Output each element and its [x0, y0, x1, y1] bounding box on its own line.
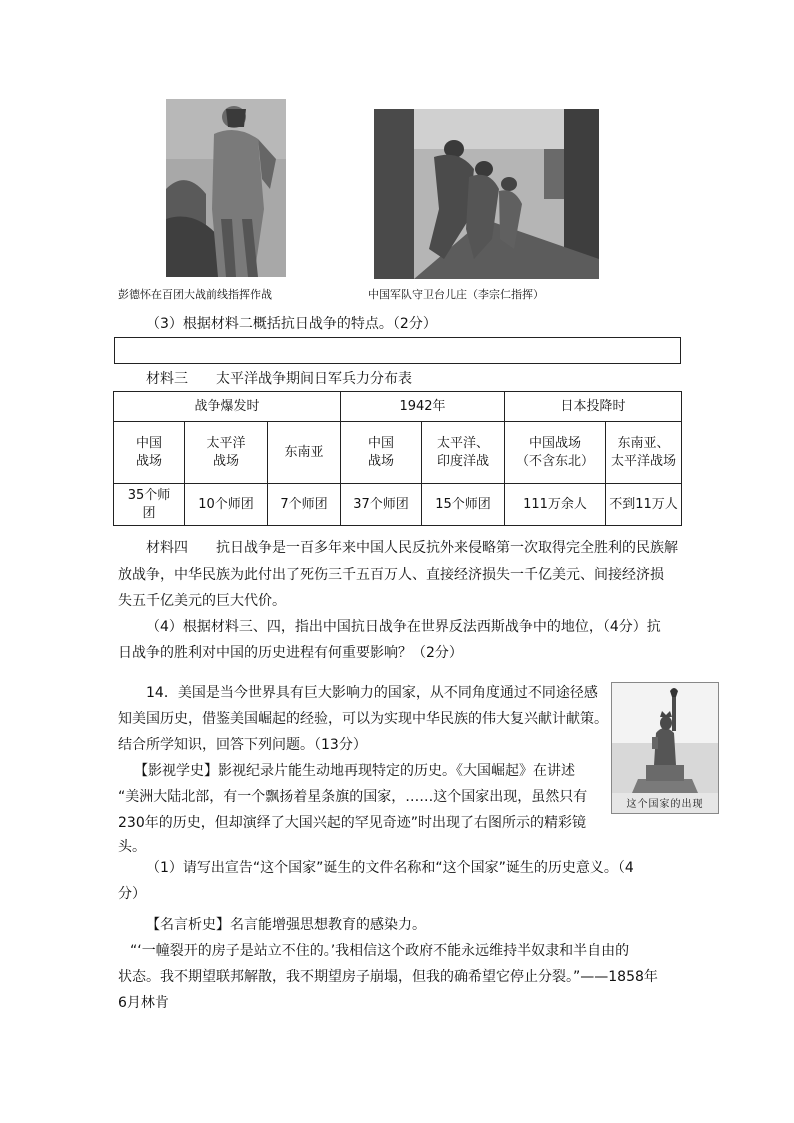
- question-14-line-7: 头。: [118, 839, 146, 855]
- subheader-pacific-1: [185, 422, 268, 484]
- subheader-se-pacific: [606, 422, 682, 484]
- value-cell: 不到11万人: [606, 484, 682, 526]
- quote-heading: 【名言析史】名言能增强思想教育的感染力。: [146, 917, 426, 933]
- cell-line: 35个师: [127, 487, 171, 503]
- question-4-line-2: 日战争的胜利对中国的历史进程有何重要影响？（2分）: [118, 645, 463, 661]
- sub-question-1-line-2: 分）: [118, 886, 146, 902]
- table-subheader-row: [114, 422, 682, 484]
- peng-dehuai-photo: [166, 99, 286, 277]
- cell-line: 东南亚、: [617, 435, 670, 451]
- cell-line: 太平洋、: [436, 435, 489, 451]
- question-14-line-3: 结合所学知识，回答下列问题。（13分）: [118, 737, 367, 753]
- question-4-line-1: （4）根据材料三、四，指出中国抗日战争在世界反法西斯战争中的地位，（4分）抗: [146, 619, 661, 635]
- statue-caption: 这个国家的出现: [626, 799, 704, 810]
- subheader-china-1: [114, 422, 185, 484]
- header-war-outbreak: 战争爆发时: [114, 392, 341, 422]
- subheader-pacific-indian: [422, 422, 505, 484]
- material-4-line-2: 放战争，中华民族为此付出了死伤三千五百万人、直接经济损失一千亿美元、间接经济损: [118, 567, 664, 583]
- taierzhuang-photo: [374, 109, 599, 279]
- cell-line: 战场: [212, 453, 239, 469]
- subheader-southeast-asia: 东南亚: [268, 422, 341, 484]
- question-14-line-4: 【影视学史】影视纪录片能生动地再现特定的历史。《大国崛起》在讲述: [134, 763, 575, 779]
- cell-line: 团: [142, 505, 156, 521]
- cell-line: 印度洋战: [436, 453, 489, 469]
- quote-line-2: 状态。我不期望联邦解散，我不期望房子崩塌，但我的确希望它停止分裂。”——1858年: [118, 969, 658, 985]
- right-photo-caption: 中国军队守卫台儿庄（李宗仁指挥）: [368, 288, 544, 301]
- cell-line: 战场: [135, 453, 162, 469]
- subheader-china-2: [341, 422, 422, 484]
- value-cell: 111万余人: [505, 484, 606, 526]
- value-cell: 15个师团: [422, 484, 505, 526]
- sub-question-1-line-1: （1）请写出宣告“这个国家”诞生的文件名称和“这个国家”诞生的历史意义。（4: [146, 860, 634, 876]
- left-photo-caption: 彭德怀在百团大战前线指挥作战: [118, 288, 272, 301]
- cell-line: 太平洋战场: [610, 453, 676, 469]
- value-cell: 37个师团: [341, 484, 422, 526]
- quote-line-3: 6月林肯: [118, 995, 169, 1011]
- material-4-line-1: 材料四 抗日战争是一百多年来中国人民反抗外来侵略第一次取得完全胜利的民族解: [146, 540, 678, 556]
- statue-of-liberty-figure: [611, 682, 719, 814]
- header-surrender: 日本投降时: [505, 392, 682, 422]
- cell-line: 战场: [367, 453, 394, 469]
- subheader-china-3: [505, 422, 606, 484]
- statue-of-liberty-icon: [612, 683, 718, 793]
- photo-illustration: [374, 109, 599, 279]
- header-1942: 1942年: [341, 392, 505, 422]
- cell-line: 中国战场: [528, 435, 581, 451]
- material-4-line-3: 失五千亿美元的巨大代价。: [118, 593, 286, 609]
- question-14-line-1: 14．美国是当今世界具有巨大影响力的国家，从不同角度通过不同途径感: [146, 685, 598, 701]
- question-14-line-2: 知美国历史，借鉴美国崛起的经验，可以为实现中华民族的伟大复兴献计献策。: [118, 711, 608, 727]
- question-14-line-5: “美洲大陆北部，有一个飘扬着星条旗的国家，……这个国家出现，虽然只有: [118, 789, 588, 805]
- table-value-row: [114, 484, 682, 526]
- material-3-title: 材料三 太平洋战争期间日军兵力分布表: [146, 371, 412, 387]
- cell-line: （不含东北）: [515, 453, 594, 469]
- table-header-row: [114, 392, 682, 422]
- value-cell: 10个师团: [185, 484, 268, 526]
- value-cell: [114, 484, 185, 526]
- question-14-line-6: 230年的历史，但却演绎了大国兴起的罕见奇迹”时出现了右图所示的精彩镜: [118, 815, 586, 831]
- question-3: （3）根据材料二概括抗日战争的特点。（2分）: [146, 316, 437, 332]
- cell-line: 中国: [135, 435, 162, 451]
- value-cell: 7个师团: [268, 484, 341, 526]
- photo-illustration: [166, 99, 286, 277]
- cell-line: 中国: [367, 435, 394, 451]
- cell-line: 太平洋: [206, 435, 246, 451]
- quote-line-1: “‘一幢裂开的房子是站立不住的。’我相信这个政府不能永远维持半奴隶和半自由的: [130, 943, 630, 959]
- answer-box[interactable]: [114, 337, 681, 364]
- army-distribution-table: [113, 391, 682, 526]
